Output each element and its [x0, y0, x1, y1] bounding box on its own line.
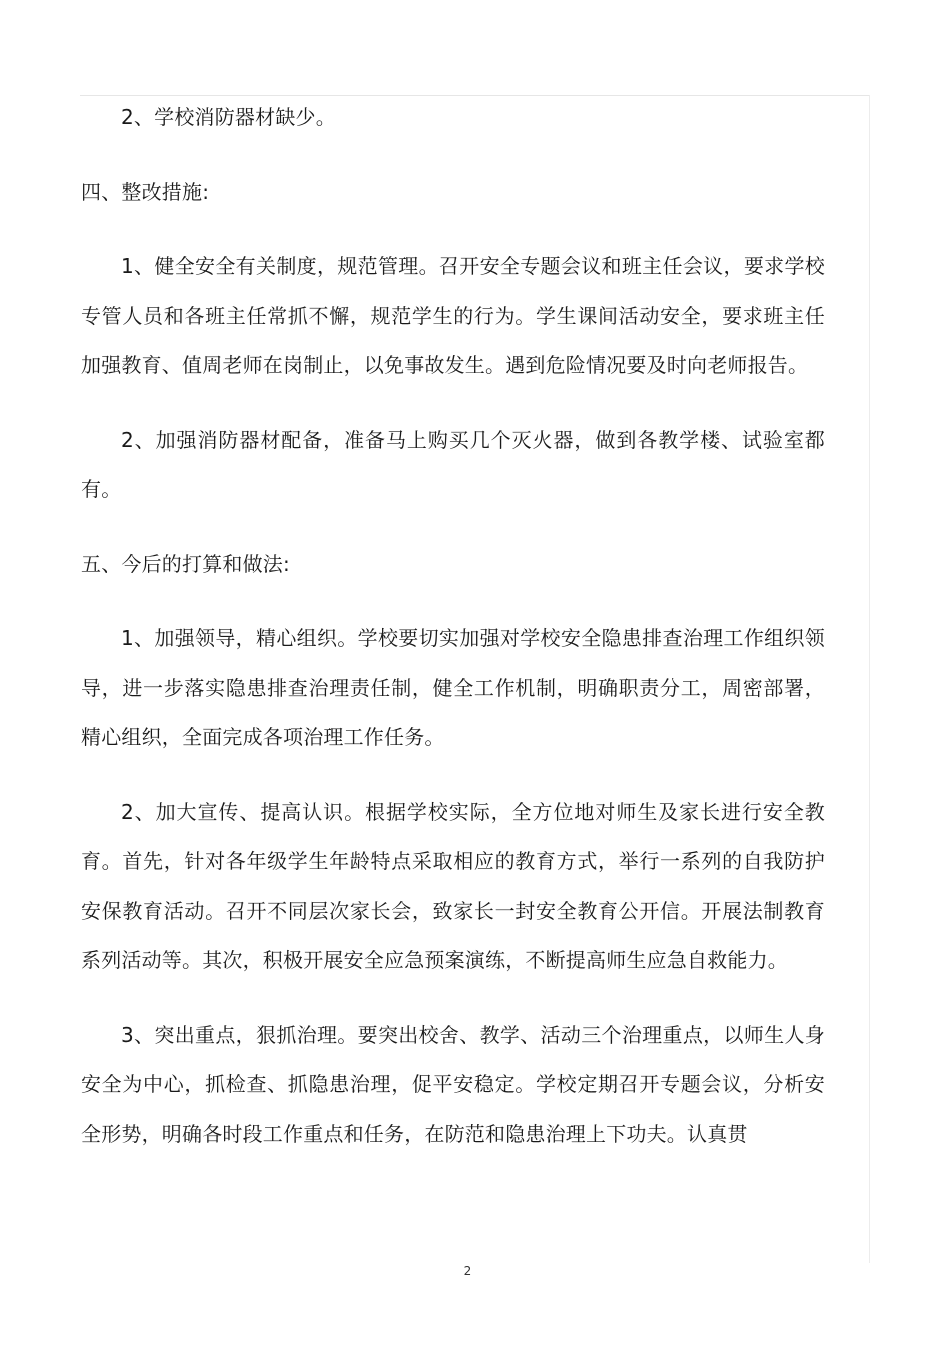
section-heading-future-plans: 五、今后的打算和做法: [81, 551, 290, 576]
page-number: 2 [463, 1264, 472, 1278]
paragraph-plan-3: 3、突出重点，狠抓治理。要突出校舍、教学、活动三个治理重点，以师生人身安全为中心，抓检查、抓隐患治理，促平安稳定。学校定期召开专题会议，分析安全形势，明确各时段工作重点和任务，在防范和隐患治理上下功夫。认真贯 [81, 1022, 825, 1146]
section-heading-rectification: 四、整改措施: [81, 179, 210, 204]
paragraph-plan-2: 2、加大宣传、提高认识。根据学校实际，全方位地对师生及家长进行安全教育。首先，针对各年级学生年龄特点采取相应的教育方式，举行一系列的自我防护安保教育活动。召开不同层次家长会，致家长一封安全教育公开信。开展法制教育系列活动等。其次，积极开展安全应急预案演练，不断提高师生应急自救能力。 [81, 799, 825, 972]
paragraph-rectification-2: 2、加强消防器材配备，准备马上购买几个灭火器，做到各教学楼、试验室都有。 [81, 427, 825, 501]
page-border-right [869, 95, 870, 1263]
paragraph-rectification-1: 1、健全安全有关制度，规范管理。召开安全专题会议和班主任会议，要求学校专管人员和各班主任常抓不懈，规范学生的行为。学生课间活动安全，要求班主任加强教育、值周老师在岗制止，以免事故发生。遇到危险情况要及时向老师报告。 [81, 254, 825, 377]
document-body [81, 93, 825, 1159]
paragraph-plan-1: 1、加强领导，精心组织。学校要切实加强对学校安全隐患排查治理工作组织领导，进一步落实隐患排查治理责任制，健全工作机制，明确职责分工，周密部署，精心组织，全面完成各项治理工作任务。 [81, 626, 825, 749]
paragraph-item-2-fire-equipment: 2、学校消防器材缺少。 [121, 105, 336, 129]
